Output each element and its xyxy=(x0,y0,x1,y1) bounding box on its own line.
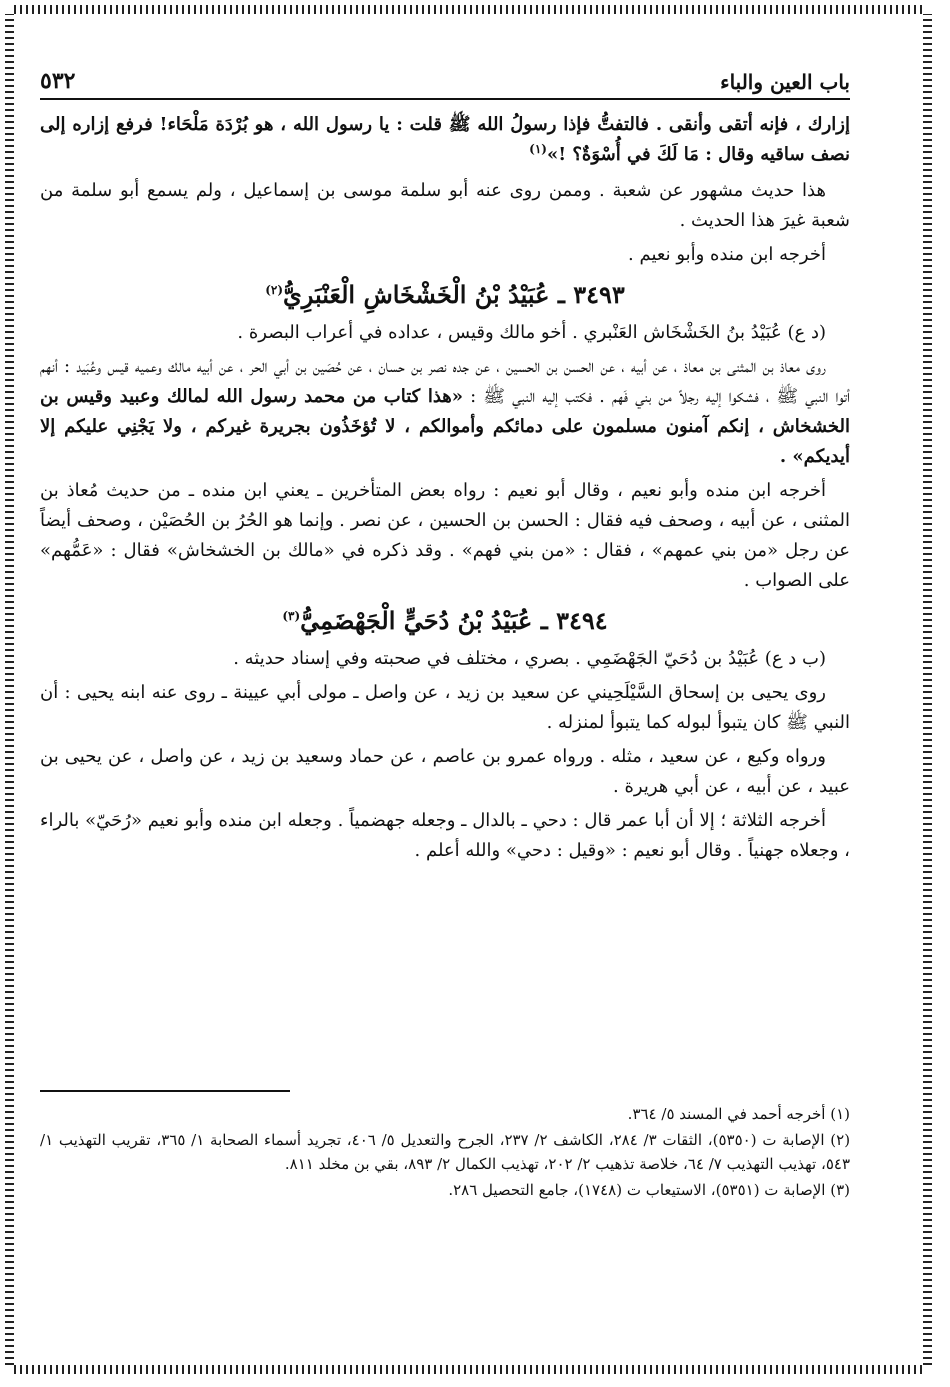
footnote-2: (٢) الإصابة ت (٥٣٥٠)، الثقات ٣/ ٢٨٤، الكاشف ٢/ ٢٣٧، الجرح والتعديل ٥/ ٤٠٦، تجريد أسماء الصحابة ١/ ٣٦٥، تقريب التهذيب ١/ ٥٤٣، تهذيب التهذيب ٧/ ٦٤، خلاصة تذهيب ٢/ ٢٠٢، تهذيب الكمال ٢/ ٨٩٣، بقي بن مخلد ٨١١. xyxy=(40,1131,851,1173)
entry-3493-paragraph-3: أخرجه ابن منده وأبو نعيم ، وقال أبو نعيم : رواه بعض المتأخرين ـ يعني ابن منده ـ من حديث مُعاذ بن المثنى ، عن أبيه ، وصحف فيه فقال : الحسن بن الحسين ، عن نصر . وإنما هو الحُرُ بن الحُصَيْن ، وصحف أيضاً عن رجل «من بني عمهم» ، فقال : «من بني فهم» . وقد ذكره في «مالك بن الخشخاش» فقال : «عَمُّهم» على الصواب . xyxy=(40,480,850,591)
chapter-title: باب العين والباء xyxy=(720,70,850,94)
page-number: ٥٣٢ xyxy=(40,68,76,94)
page-body xyxy=(40,110,850,866)
entry-3493-paragraph-1: (د ع) عُبَيْدُ بنُ الخَشْخَاش العَنْبري . أخو مالك وقيس ، عداده في أعراب البصرة . xyxy=(237,322,826,343)
intro-paragraph-3: أخرجه ابن منده وأبو نعيم . xyxy=(628,244,826,265)
entry-3493-paragraph-2: روى معاذ بن المثنى بن معاذ ، عن أبيه ، عن الحسن بن الحسين ، عن جده نصر بن حسان ، عن حُصَين بن أبي الحر ، عن أبيه مالك وعميه قيس وعُبَيد : أنهم أتوا النبي ﷺ ، فشكوا إليه رجلاً من بني فَهم . فكتب إليه النبي ﷺ : «هذا كتاب من محمد رسول الله لمالك وعبيد وقيس بن الخشخاش ، إنكم آمنون مسلمون على دمائكم وأموالكم ، لا تُؤخَذُون بجريرة غيركم ، ولا يَجْنِي عليكم إلا أيديكم» . xyxy=(40,356,851,467)
footnote-ref-3: (٣) xyxy=(282,609,301,623)
page-header xyxy=(40,50,850,100)
intro-paragraph-2: هذا حديث مشهور عن شعبة . وممن روى عنه أبو سلمة موسى بن إسماعيل ، ولم يسمع أبو سلمة من شعبة غيرَ هذا الحديث . xyxy=(40,180,850,231)
frame-border-left xyxy=(5,14,14,1365)
entry-heading-3494: ٣٤٩٤ ـ عُبَيْدُ بْنُ دُحَيٍّ الْجَهْضَمِيُّ$^{(٣)}$ xyxy=(282,606,608,635)
footnote-separator xyxy=(40,1090,290,1092)
book-page xyxy=(40,50,850,1350)
entry-3494-paragraph-2: روى يحيى بن إسحاق السَّيْلَحِيني عن سعيد بن زيد ، عن واصل ـ مولى أبي عيينة ـ روى عنه ابنه يحيى : أن النبي ﷺ كان يتبوأ لبوله كما يتبوأ لمنزله . xyxy=(40,682,850,733)
frame-border-bottom xyxy=(14,1365,923,1374)
entry-3494-paragraph-1: (ب د ع) عُبَيْدُ بن دُحَيّ الجَهْضَمِي . بصري ، مختلف في صحبته وفي إسناد حديثه . xyxy=(233,648,826,669)
entry-3494-paragraph-4: أخرجه الثلاثة ؛ إلا أن أبا عمر قال : دحي ـ بالدال ـ وجعله جهضمياً . وجعله ابن منده وأبو نعيم «رُحَيّ» بالراء ، وجعلاه جهنياً . وقال أبو نعيم : «وقيل : دحي» والله أعلم . xyxy=(40,810,850,861)
footnotes xyxy=(40,1102,850,1204)
footnote-ref-1: (١) xyxy=(529,142,547,156)
footnote-3: (٣) الإصابة ت (٥٣٥١)، الاستيعاب ت (١٧٤٨)، جامع التحصيل ٢٨٦. xyxy=(448,1181,850,1199)
entry-3494-paragraph-3: ورواه وكيع ، عن سعيد ، مثله . ورواه عمرو بن عاصم ، عن حماد وسعيد بن زيد ، عن واصل ، عن يحيى بن عبيد ، عن أبيه ، عن أبي هريرة . xyxy=(40,746,850,797)
intro-paragraph-1: إزارك ، فإنه أتقى وأنقى . فالتفتُّ فإذا رسولُ الله ﷺ قلت : يا رسول الله ، هو بُرْدَة مَلْحَاء! فرفع إزاره إلى نصف ساقيه وقال : مَا لَكَ في أُسْوَةٌ؟ !»$^{(١)}$ xyxy=(40,114,850,165)
entry-heading-3493: ٣٤٩٣ ـ عُبَيْدُ بْنُ الْخَشْخَاشِ الْعَنْبَرِيُّ$^{(٢)}$ xyxy=(265,280,625,309)
entry-3493-letter-text: «هذا كتاب من محمد رسول الله لمالك وعبيد وقيس بن الخشخاش ، إنكم آمنون مسلمون على دمائكم وأموالكم ، لا تُؤخَذُون بجريرة غيركم ، ولا يَجْنِي عليكم إلا أيديكم» . xyxy=(40,386,850,467)
footnote-ref-2: (٢) xyxy=(265,283,284,297)
frame-border-top xyxy=(14,5,923,14)
frame-border-right xyxy=(923,14,932,1365)
footnote-1: (١) أخرجه أحمد في المسند ٥/ ٣٦٤. xyxy=(627,1105,850,1123)
